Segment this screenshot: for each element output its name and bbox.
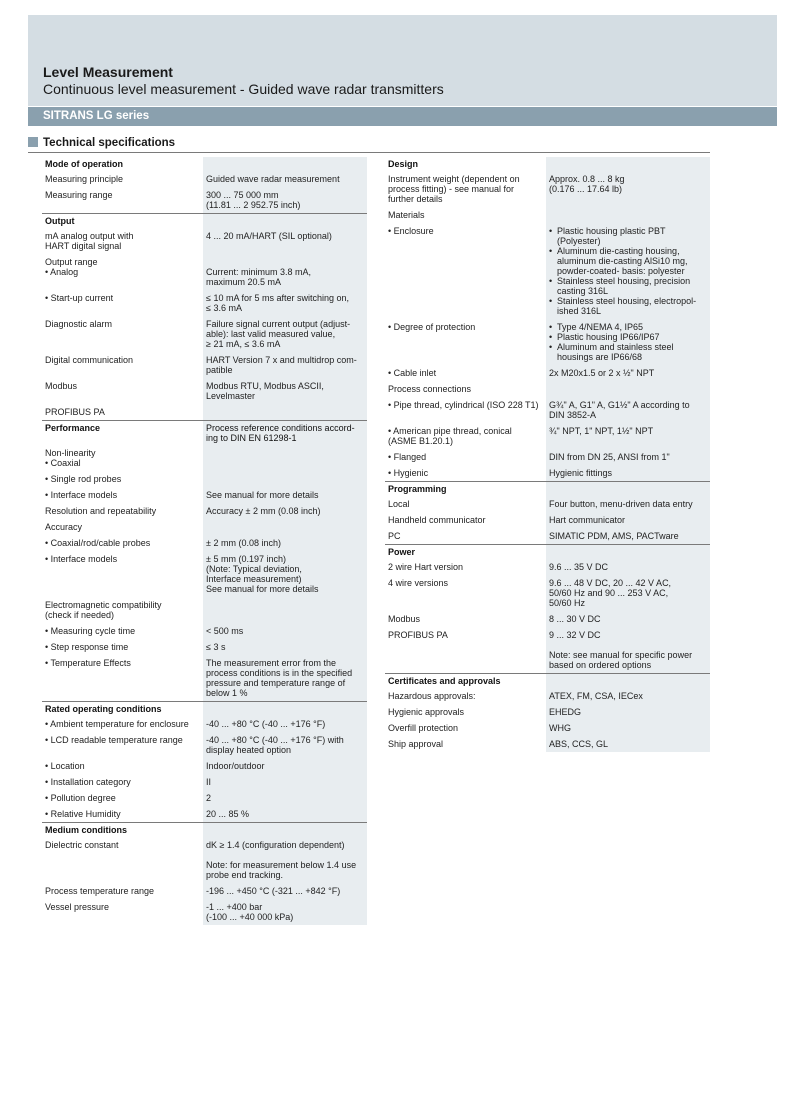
spec-group-heading: Power: [385, 545, 546, 560]
section-title: Technical specifications: [43, 137, 176, 149]
page-title: Level Measurement: [43, 64, 173, 80]
spec-row: [42, 352, 367, 378]
spec-value: [203, 519, 367, 535]
spec-row: [385, 465, 710, 482]
spec-value: HART Version 7 x and multidrop com- patible: [203, 352, 367, 378]
spec-row: [42, 445, 367, 471]
spec-value: [546, 319, 710, 365]
spec-row: [385, 688, 710, 704]
spec-value-list: [549, 226, 707, 316]
spec-row: [385, 223, 710, 319]
spec-row: [42, 837, 367, 883]
series-bar: SITRANS LG series: [28, 107, 777, 126]
spec-group-row: [42, 157, 367, 171]
spec-row: [385, 496, 710, 512]
spec-group-heading: Mode of operation: [45, 159, 123, 169]
spec-row: [385, 575, 710, 611]
spec-row: [42, 487, 367, 503]
spec-label: Measuring principle: [45, 174, 124, 184]
spec-row: [42, 503, 367, 519]
spec-value: [546, 381, 710, 397]
spec-group-row: [42, 214, 367, 229]
spec-row: [385, 559, 710, 575]
spec-label: Process temperature range: [45, 886, 155, 896]
spec-value: ABS, CCS, GL: [546, 736, 710, 752]
spec-value: Current: minimum 3.8 mA, maximum 20.5 mA: [203, 254, 367, 290]
spec-label: • Measuring cycle time: [45, 626, 136, 636]
spec-value: -196 ... +450 °C (-321 ... +842 °F): [203, 883, 367, 899]
spec-label: Process connections: [388, 384, 472, 394]
spec-label: • Temperature Effects: [45, 658, 131, 668]
spec-label: • Coaxial/rod/cable probes: [45, 538, 151, 548]
spec-label: Handheld communicator: [388, 515, 486, 525]
spec-row: [42, 519, 367, 535]
spec-row: [42, 758, 367, 774]
spec-row: [385, 397, 710, 423]
spec-label: Non-linearity • Coaxial: [45, 448, 96, 468]
spec-row: [42, 899, 367, 925]
spec-value: [546, 482, 710, 497]
spec-row: [385, 449, 710, 465]
spec-row: [42, 551, 367, 597]
spec-label: Modbus: [45, 381, 78, 391]
spec-value: [203, 445, 367, 471]
spec-value: Failure signal current output (adjust- able): last valid measured value, ≥ 21 mA, ≤ 3.6 mA: [203, 316, 367, 352]
spec-label: • American pipe thread, conical (ASME B1.20.1): [388, 426, 512, 446]
spec-label: Hygienic approvals: [388, 707, 465, 717]
spec-label: PC: [388, 531, 401, 541]
spec-value: ATEX, FM, CSA, IECex: [546, 688, 710, 704]
spec-value: [546, 207, 710, 223]
spec-label: Vessel pressure: [45, 902, 110, 912]
spec-value: 9.6 ... 35 V DC: [546, 559, 710, 575]
spec-label: • Cable inlet: [388, 368, 437, 378]
spec-value: -40 ... +80 °C (-40 ... +176 °F): [203, 716, 367, 732]
spec-group-row: [385, 674, 710, 689]
spec-value: DIN from DN 25, ANSI from 1": [546, 449, 710, 465]
spec-value: Modbus RTU, Modbus ASCII, Levelmaster: [203, 378, 367, 404]
spec-row: [42, 883, 367, 899]
spec-row: [42, 378, 367, 404]
spec-value: [203, 214, 367, 229]
spec-value: [546, 674, 710, 689]
spec-value-list-item: • Aluminum die-casting housing, aluminum die-casting AlSi10 mg, powder-coated- basis: polyester: [549, 246, 707, 276]
spec-value: G¾" A, G1" A, G1½" A according to DIN 3852-A: [546, 397, 710, 423]
spec-group-row: [385, 157, 710, 171]
spec-table-left: [42, 157, 367, 925]
spec-row: [385, 381, 710, 397]
spec-label: Output range • Analog: [45, 257, 98, 277]
spec-value: 9.6 ... 48 V DC, 20 ... 42 V AC, 50/60 Hz and 90 ... 253 V AC, 50/60 Hz: [546, 575, 710, 611]
spec-label: • Single rod probes: [45, 474, 122, 484]
spec-label: Measuring range: [45, 190, 113, 200]
spec-label: • Hygienic: [388, 468, 429, 478]
spec-row: [42, 254, 367, 290]
spec-value: Four button, menu-driven data entry: [546, 496, 710, 512]
spec-row: [385, 736, 710, 752]
spec-value: ± 2 mm (0.08 inch): [203, 535, 367, 551]
spec-label: 2 wire Hart version: [388, 562, 464, 572]
spec-value: Approx. 0.8 ... 8 kg (0.176 ... 17.64 lb): [546, 171, 710, 207]
spec-group-row: [42, 823, 367, 838]
spec-value: II: [203, 774, 367, 790]
spec-row: [385, 423, 710, 449]
spec-value: ≤ 3 s: [203, 639, 367, 655]
spec-row: [42, 655, 367, 702]
spec-label: Digital communication: [45, 355, 134, 365]
spec-group-row: [385, 545, 710, 560]
spec-row: [42, 535, 367, 551]
spec-label: • Degree of protection: [388, 322, 476, 332]
spec-row: [385, 512, 710, 528]
spec-label: Ship approval: [388, 739, 444, 749]
spec-row: [42, 597, 367, 623]
spec-row: [42, 316, 367, 352]
spec-table-right: [385, 157, 710, 752]
spec-label: Dielectric constant: [45, 840, 119, 850]
spec-row: [42, 171, 367, 187]
spec-value: SIMATIC PDM, AMS, PACTware: [546, 528, 710, 545]
spec-label: Electromagnetic compatibility (check if needed): [45, 600, 162, 620]
spec-value-list-item: • Stainless steel housing, electropol- ished 316L: [549, 296, 707, 316]
spec-label: PROFIBUS PA: [388, 630, 448, 640]
spec-label: Accuracy: [45, 522, 83, 532]
spec-row: [42, 639, 367, 655]
spec-label: • Pollution degree: [45, 793, 116, 803]
spec-label: 4 wire versions: [388, 578, 449, 588]
spec-row: [385, 704, 710, 720]
spec-label: • Start-up current: [45, 293, 114, 303]
spec-row: [42, 623, 367, 639]
spec-value: The measurement error from the process conditions is in the specified pressure and temperature range of below 1 %: [203, 655, 367, 702]
spec-value: 9 ... 32 V DC Note: see manual for specific power based on ordered options: [546, 627, 710, 674]
spec-label: • Flanged: [388, 452, 427, 462]
spec-value: Process reference conditions accord- ing to DIN EN 61298-1: [203, 421, 367, 446]
spec-value: 20 ... 85 %: [203, 806, 367, 823]
spec-value: [546, 223, 710, 319]
spec-row: [42, 790, 367, 806]
spec-value: Accuracy ± 2 mm (0.08 inch): [203, 503, 367, 519]
spec-row: [42, 290, 367, 316]
spec-group-heading: Performance: [42, 421, 203, 446]
spec-value: Hart communicator: [546, 512, 710, 528]
spec-group-heading: Programming: [385, 482, 546, 497]
section-heading: [28, 136, 710, 153]
spec-value: < 500 ms: [203, 623, 367, 639]
spec-value: ≤ 10 mA for 5 ms after switching on, ≤ 3.6 mA: [203, 290, 367, 316]
spec-row: [385, 611, 710, 627]
spec-group-heading: Design: [388, 159, 419, 169]
spec-value: [203, 597, 367, 623]
spec-value: 2x M20x1.5 or 2 x ½" NPT: [546, 365, 710, 381]
spec-label: • LCD readable temperature range: [45, 735, 183, 745]
spec-value: [203, 471, 367, 487]
spec-row: [385, 720, 710, 736]
spec-group-row: [42, 702, 367, 717]
spec-row: [385, 207, 710, 223]
spec-label: • Ambient temperature for enclosure: [45, 719, 189, 729]
spec-value-list-item: • Aluminum and stainless steel housings are IP66/68: [549, 342, 707, 362]
spec-group-heading: Certificates and approvals: [385, 674, 546, 689]
spec-label: Hazardous approvals:: [388, 691, 476, 701]
spec-value: dK ≥ 1.4 (configuration dependent) Note: for measurement below 1.4 use probe end tracking.: [203, 837, 367, 883]
spec-row: [385, 319, 710, 365]
spec-label: • Interface models: [45, 490, 118, 500]
spec-row: [42, 774, 367, 790]
spec-label: Diagnostic alarm: [45, 319, 113, 329]
spec-row: [385, 528, 710, 545]
spec-value: [203, 157, 367, 171]
spec-label: • Pipe thread, cylindrical (ISO 228 T1): [388, 400, 539, 410]
spec-value: [546, 545, 710, 560]
spec-label: Overfill protection: [388, 723, 459, 733]
spec-value: ¾" NPT, 1" NPT, 1½" NPT: [546, 423, 710, 449]
spec-label: Materials: [388, 210, 425, 220]
spec-group-row: [385, 482, 710, 497]
spec-value: WHG: [546, 720, 710, 736]
spec-label: Modbus: [388, 614, 421, 624]
spec-value: Guided wave radar measurement: [203, 171, 367, 187]
spec-value: 4 ... 20 mA/HART (SIL optional): [203, 228, 367, 254]
spec-label: Local: [388, 499, 410, 509]
spec-value: ± 5 mm (0.197 inch) (Note: Typical deviation, Interface measurement) See manual for more details: [203, 551, 367, 597]
section-marker-icon: [28, 137, 38, 147]
spec-label: • Location: [45, 761, 85, 771]
spec-value-list-item: • Stainless steel housing, precision casting 316L: [549, 276, 707, 296]
spec-value: 8 ... 30 V DC: [546, 611, 710, 627]
spec-label: mA analog output with HART digital signal: [45, 231, 134, 251]
spec-value: 300 ... 75 000 mm (11.81 ... 2 952.75 inch): [203, 187, 367, 214]
spec-label: • Step response time: [45, 642, 129, 652]
spec-label: • Interface models: [45, 554, 118, 564]
spec-label: PROFIBUS PA: [45, 407, 105, 417]
spec-value: See manual for more details: [203, 487, 367, 503]
spec-label: • Installation category: [45, 777, 131, 787]
page-subtitle: Continuous level measurement - Guided wave radar transmitters: [43, 81, 444, 97]
spec-group-heading: Output: [42, 214, 203, 229]
spec-value-list: [549, 322, 707, 362]
spec-value: Hygienic fittings: [546, 465, 710, 482]
spec-row: [42, 806, 367, 823]
spec-row: [42, 404, 367, 421]
spec-value: EHEDG: [546, 704, 710, 720]
spec-row: [385, 365, 710, 381]
spec-value: [203, 823, 367, 838]
spec-row: [385, 627, 710, 674]
spec-value: [203, 702, 367, 717]
spec-group-heading: Medium conditions: [42, 823, 203, 838]
spec-label: • Enclosure: [388, 226, 434, 236]
spec-label: Resolution and repeatability: [45, 506, 157, 516]
spec-row: [42, 228, 367, 254]
spec-row: [42, 187, 367, 214]
spec-row: [385, 171, 710, 207]
spec-value: -40 ... +80 °C (-40 ... +176 °F) with display heated option: [203, 732, 367, 758]
spec-label: Instrument weight (dependent on process fitting) - see manual for further details: [388, 174, 520, 204]
spec-group-heading: Rated operating conditions: [42, 702, 203, 717]
spec-value: [203, 404, 367, 421]
spec-value-list-item: • Type 4/NEMA 4, IP65: [549, 322, 707, 332]
spec-group-row: [42, 421, 367, 446]
spec-row: [42, 732, 367, 758]
spec-value-list-item: • Plastic housing IP66/IP67: [549, 332, 707, 342]
spec-label: • Relative Humidity: [45, 809, 121, 819]
spec-value: Indoor/outdoor: [203, 758, 367, 774]
spec-value: 2: [203, 790, 367, 806]
spec-value: [546, 157, 710, 171]
spec-value: -1 ... +400 bar (-100 ... +40 000 kPa): [203, 899, 367, 925]
spec-row: [42, 716, 367, 732]
spec-value-list-item: • Plastic housing plastic PBT (Polyester): [549, 226, 707, 246]
spec-row: [42, 471, 367, 487]
